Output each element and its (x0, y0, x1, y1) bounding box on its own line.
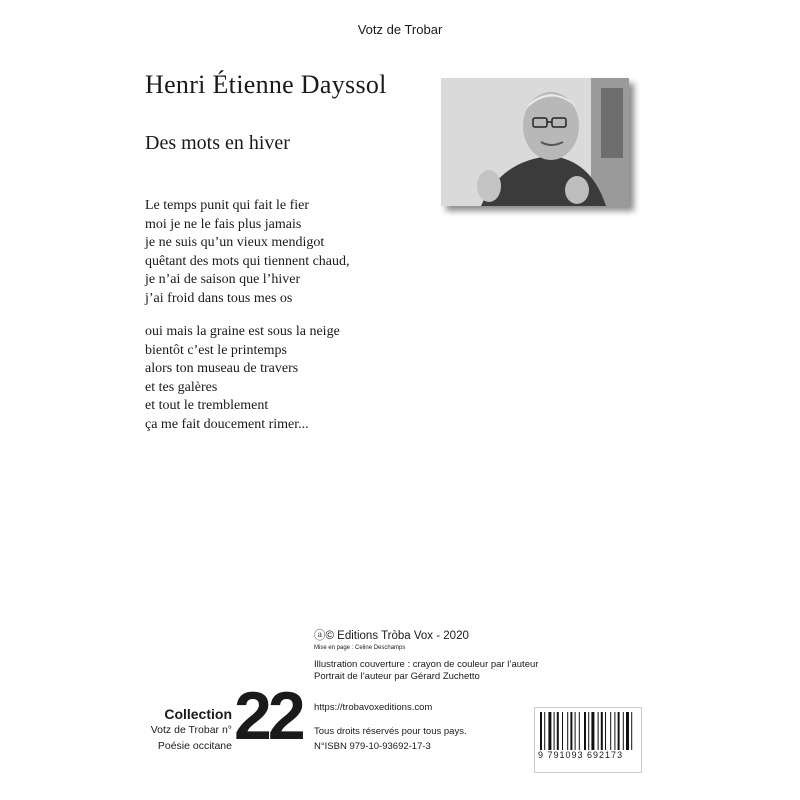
website-link[interactable]: https://trobavoxeditions.com (314, 702, 433, 713)
barcode-bar (601, 712, 603, 750)
barcode-bar (544, 712, 545, 750)
barcode-bar (610, 712, 611, 750)
poem-line: Le temps punit qui fait le fier (145, 198, 310, 213)
poem-line: moi je ne le fais plus jamais (145, 216, 302, 232)
barcode-bar (567, 712, 568, 750)
publisher-credit: ⓐ© Editions Tròba Vox - 2020 (314, 630, 469, 642)
poem-line: bientôt c’est le printemps (145, 342, 287, 358)
collection-series: Votz de Trobar n° (150, 724, 232, 736)
series-header: Votz de Trobar (357, 22, 443, 37)
barcode-bar (557, 712, 559, 750)
book-title: Des mots en hiver (145, 132, 290, 154)
isbn-number: N°ISBN 979-10-93692-17-3 (314, 741, 431, 752)
rights-block (314, 724, 467, 754)
poem-line: oui mais la graine est sous la neige (145, 324, 340, 339)
portrait-illustration (441, 78, 629, 206)
barcode-bar (618, 712, 620, 750)
layout-credit: Mise en page : Celine Deschamps (314, 645, 406, 651)
barcode-bar (598, 712, 599, 750)
barcode-bar (579, 712, 580, 750)
collection-number: 22 (234, 678, 302, 754)
author-portrait-photo (441, 78, 629, 206)
rights-notice: Tous droits réservés pour tous pays. (314, 726, 467, 737)
barcode-bar (631, 712, 632, 750)
poem-line: quêtant des mots qui tiennent chaud, (145, 253, 350, 269)
collection-label: Collection (164, 706, 232, 722)
poem-line: je ne suis qu’un vieux mendigot (145, 235, 325, 250)
barcode-bar (626, 712, 629, 750)
poem-line: et tes galères (145, 379, 218, 395)
poem-stanza-1 (145, 197, 350, 308)
poem-line: et tout le tremblement (145, 398, 269, 413)
barcode-bar (570, 712, 572, 750)
barcode-bar (548, 712, 551, 750)
poem-line: j’ai froid dans tous mes os (145, 290, 293, 306)
barcode-bar (591, 712, 594, 750)
illustration-credit: Illustration couverture : crayon de couleur par l’auteur (314, 659, 539, 670)
barcode-bar (605, 712, 606, 750)
barcode-bar (575, 712, 576, 750)
barcode-bar (554, 712, 555, 750)
poem-stanza-2 (145, 323, 340, 434)
collection-genre: Poésie occitane (157, 740, 232, 752)
poem-line: je n’ai de saison que l’hiver (145, 272, 301, 287)
barcode-digits: 9 791093 692173 (538, 750, 624, 760)
illustration-credits (314, 659, 538, 682)
portrait-credit: Portrait de l’auteur par Gérard Zuchetto (314, 670, 480, 682)
barcode-bar (584, 712, 586, 750)
barcode-bar (623, 712, 624, 750)
barcode-bar (588, 712, 589, 750)
barcode-bar (540, 712, 542, 750)
poem-line: ça me fait doucement rimer... (145, 416, 309, 432)
poem-line: alors ton museau de travers (145, 361, 299, 376)
barcode-bar (562, 712, 563, 750)
barcode-bar (614, 712, 615, 750)
author-name: Henri Étienne Dayssol (145, 70, 387, 99)
barcode-icon (540, 712, 636, 752)
